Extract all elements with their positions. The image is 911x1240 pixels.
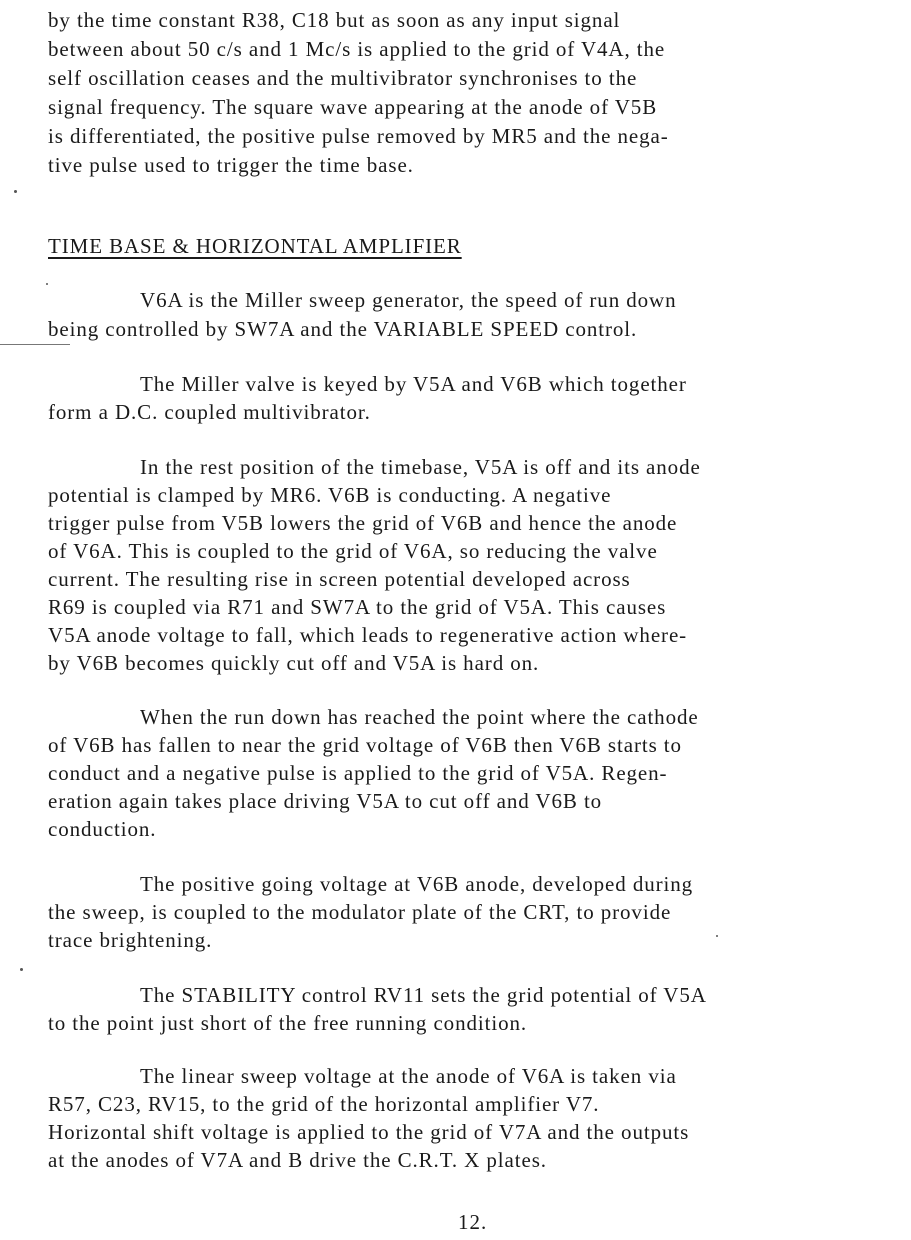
scan-speck [46, 283, 48, 285]
text-line: When the run down has reached the point where the cathode [140, 705, 699, 729]
text-line: potential is clamped by MR6. V6B is conducting. A negative [48, 483, 612, 507]
scan-speck [14, 190, 17, 193]
text-line: is differentiated, the positive pulse removed by MR5 and the nega- [48, 124, 669, 148]
text-line: trace brightening. [48, 928, 213, 952]
text-line: the sweep, is coupled to the modulator plate of the CRT, to provide [48, 900, 672, 924]
text-line: Horizontal shift voltage is applied to the grid of V7A and the outputs [48, 1120, 690, 1144]
margin-mark [0, 344, 70, 345]
text-line: signal frequency. The square wave appearing at the anode of V5B [48, 95, 658, 119]
text-line: by V6B becomes quickly cut off and V5A is hard on. [48, 651, 540, 675]
text-line: The linear sweep voltage at the anode of V6A is taken via [140, 1064, 677, 1088]
text-line: self oscillation ceases and the multivibrator synchronises to the [48, 66, 638, 90]
text-line: R69 is coupled via R71 and SW7A to the grid of V5A. This causes [48, 595, 667, 619]
text-line: The Miller valve is keyed by V5A and V6B which together [140, 372, 687, 396]
text-line: of V6A. This is coupled to the grid of V6A, so reducing the valve [48, 539, 658, 563]
text-line: of V6B has fallen to near the grid voltage of V6B then V6B starts to [48, 733, 682, 757]
scan-speck [20, 968, 23, 971]
text-line: The STABILITY control RV11 sets the grid potential of V5A [140, 983, 707, 1007]
text-line: form a D.C. coupled multivibrator. [48, 400, 371, 424]
text-line: between about 50 c/s and 1 Mc/s is applied to the grid of V4A, the [48, 37, 666, 61]
text-line: eration again takes place driving V5A to cut off and V6B to [48, 789, 603, 813]
page-number: 12. [458, 1210, 488, 1234]
text-line: being controlled by SW7A and the VARIABLE SPEED control. [48, 317, 638, 341]
text-line: trigger pulse from V5B lowers the grid of V6B and hence the anode [48, 511, 678, 535]
section-heading: TIME BASE & HORIZONTAL AMPLIFIER [48, 234, 462, 258]
text-line: V5A anode voltage to fall, which leads to regenerative action where- [48, 623, 688, 647]
text-line: to the point just short of the free running condition. [48, 1011, 528, 1035]
text-line: R57, C23, RV15, to the grid of the horizontal amplifier V7. [48, 1092, 600, 1116]
scan-speck [716, 935, 718, 937]
text-line: conduction. [48, 817, 157, 841]
text-line: at the anodes of V7A and B drive the C.R.T. X plates. [48, 1148, 547, 1172]
text-line: by the time constant R38, C18 but as soon as any input signal [48, 8, 621, 32]
text-line: conduct and a negative pulse is applied to the grid of V5A. Regen- [48, 761, 668, 785]
text-line: tive pulse used to trigger the time base. [48, 153, 414, 177]
text-line: current. The resulting rise in screen potential developed across [48, 567, 631, 591]
text-line: In the rest position of the timebase, V5A is off and its anode [140, 455, 701, 479]
text-line: V6A is the Miller sweep generator, the speed of run down [140, 288, 677, 312]
text-line: The positive going voltage at V6B anode, developed during [140, 872, 694, 896]
